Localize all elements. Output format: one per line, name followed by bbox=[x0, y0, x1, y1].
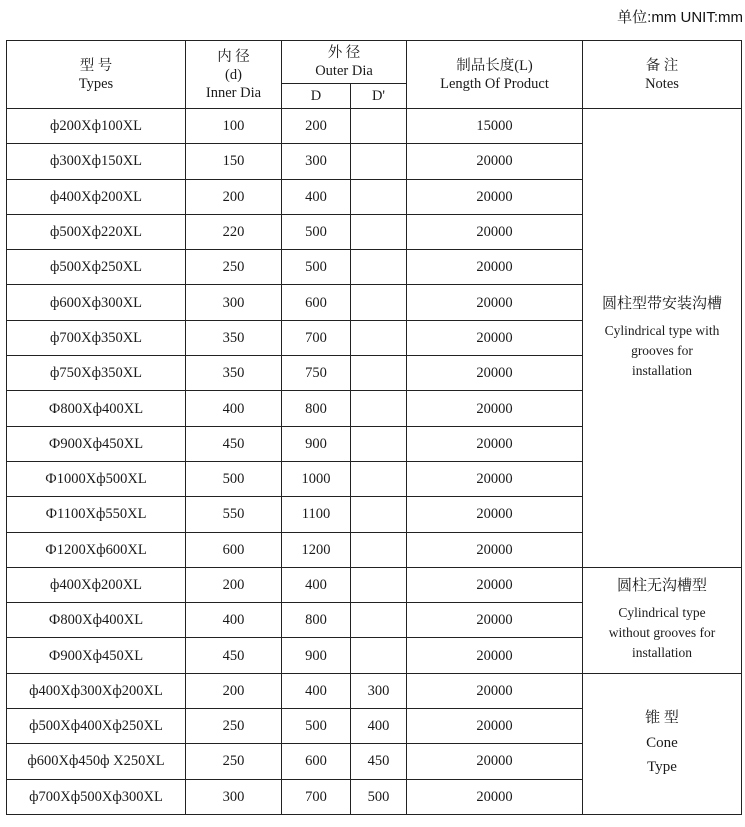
cell-l: 20000 bbox=[407, 744, 583, 779]
cell-d2 bbox=[351, 250, 407, 285]
header-outer-en: Outer Dia bbox=[315, 63, 373, 79]
cell-d: 600 bbox=[186, 532, 282, 567]
cell-type: Ф900Xф450XL bbox=[7, 426, 186, 461]
cell-d: 1000 bbox=[282, 461, 351, 496]
cell-l: 20000 bbox=[407, 638, 583, 673]
header-types bbox=[7, 41, 186, 109]
unit-label: 单位:mm UNIT:mm bbox=[617, 9, 743, 26]
cell-d: 200 bbox=[186, 179, 282, 214]
cell-d2 bbox=[351, 144, 407, 179]
cell-d2 bbox=[351, 391, 407, 426]
cell-d2 bbox=[351, 497, 407, 532]
notes-cn: 圆柱无沟槽型 bbox=[616, 578, 707, 595]
cell-type: ф300Xф150XL bbox=[7, 144, 186, 179]
cell-d: 250 bbox=[186, 709, 282, 744]
cell-d: 200 bbox=[186, 673, 282, 708]
header-length-cn: 制品长度(L) bbox=[456, 57, 533, 74]
cell-d: 800 bbox=[282, 391, 351, 426]
cell-d: 250 bbox=[186, 250, 282, 285]
cell-d: 1200 bbox=[282, 532, 351, 567]
cell-type: ф500Xф250XL bbox=[7, 250, 186, 285]
notes-en-line: Cylindrical type bbox=[618, 605, 706, 621]
cell-d: 900 bbox=[282, 638, 351, 673]
cell-d: 200 bbox=[282, 109, 351, 144]
notes-cell bbox=[583, 673, 742, 814]
cell-d: 500 bbox=[282, 250, 351, 285]
notes-en-line: Cylindrical type with bbox=[604, 322, 720, 338]
cell-d: 100 bbox=[186, 109, 282, 144]
cell-d2 bbox=[351, 285, 407, 320]
product-spec-table bbox=[6, 40, 742, 815]
cell-d: 500 bbox=[186, 461, 282, 496]
cell-d: 300 bbox=[282, 144, 351, 179]
header-notes bbox=[583, 41, 742, 109]
notes-cn: 锥 型 bbox=[645, 709, 679, 726]
cell-type: ф200Xф100XL bbox=[7, 109, 186, 144]
cell-d: 500 bbox=[282, 709, 351, 744]
table-row bbox=[7, 109, 742, 144]
cell-type: ф400Xф200XL bbox=[7, 567, 186, 602]
cell-type: ф600Xф450ф X250XL bbox=[7, 744, 186, 779]
cell-type: Ф900Xф450XL bbox=[7, 638, 186, 673]
cell-l: 20000 bbox=[407, 497, 583, 532]
cell-l: 20000 bbox=[407, 250, 583, 285]
cell-l: 20000 bbox=[407, 709, 583, 744]
cell-l: 20000 bbox=[407, 214, 583, 249]
cell-l: 20000 bbox=[407, 461, 583, 496]
cell-d: 250 bbox=[186, 744, 282, 779]
cell-d: 900 bbox=[282, 426, 351, 461]
header-inner-d: (d) bbox=[225, 66, 242, 83]
cell-type: Ф1000Xф500XL bbox=[7, 461, 186, 496]
cell-l: 20000 bbox=[407, 426, 583, 461]
cell-type: Ф1200Xф600XL bbox=[7, 532, 186, 567]
cell-d2 bbox=[351, 603, 407, 638]
cell-d2 bbox=[351, 532, 407, 567]
header-inner-cn: 内 径 bbox=[217, 48, 250, 65]
cell-d2: 300 bbox=[351, 673, 407, 708]
cell-l: 20000 bbox=[407, 779, 583, 814]
cell-d2 bbox=[351, 214, 407, 249]
cell-l: 20000 bbox=[407, 673, 583, 708]
header-notes-en: Notes bbox=[645, 75, 679, 92]
cell-d: 550 bbox=[186, 497, 282, 532]
cell-l: 20000 bbox=[407, 391, 583, 426]
cell-d: 300 bbox=[186, 285, 282, 320]
header-outer-D2: D' bbox=[351, 84, 407, 109]
cell-d: 150 bbox=[186, 144, 282, 179]
cell-type: Ф800Xф400XL bbox=[7, 391, 186, 426]
cell-d2: 450 bbox=[351, 744, 407, 779]
cell-d: 450 bbox=[186, 426, 282, 461]
header-outer-dia bbox=[282, 41, 407, 84]
cell-d: 450 bbox=[186, 638, 282, 673]
cell-d2 bbox=[351, 461, 407, 496]
cell-type: ф500Xф400Xф250XL bbox=[7, 709, 186, 744]
cell-d: 200 bbox=[186, 567, 282, 602]
cell-type: ф400Xф300Xф200XL bbox=[7, 673, 186, 708]
notes-en-line: installation bbox=[632, 645, 692, 661]
cell-d: 500 bbox=[282, 214, 351, 249]
notes-en-line: grooves for bbox=[631, 342, 693, 358]
cell-d: 750 bbox=[282, 356, 351, 391]
cell-d: 700 bbox=[282, 320, 351, 355]
cell-d2 bbox=[351, 179, 407, 214]
notes-cn: 圆柱型带安装沟槽 bbox=[601, 295, 722, 312]
cell-d: 800 bbox=[282, 603, 351, 638]
cell-type: ф700Xф500Xф300XL bbox=[7, 779, 186, 814]
table-row bbox=[7, 567, 742, 602]
header-outer-D: D bbox=[282, 84, 351, 109]
header-length-en: Length Of Product bbox=[440, 75, 549, 92]
cell-d2 bbox=[351, 109, 407, 144]
cell-type: Ф800Xф400XL bbox=[7, 603, 186, 638]
cell-d: 400 bbox=[186, 391, 282, 426]
cell-l: 20000 bbox=[407, 144, 583, 179]
cell-d2 bbox=[351, 426, 407, 461]
cell-d: 220 bbox=[186, 214, 282, 249]
cell-l: 20000 bbox=[407, 532, 583, 567]
notes-en-line: without grooves for bbox=[608, 625, 716, 641]
header-length bbox=[407, 41, 583, 109]
header-outer-cn: 外 径 bbox=[327, 45, 361, 61]
cell-d: 1100 bbox=[282, 497, 351, 532]
header-notes-cn: 备 注 bbox=[645, 57, 679, 74]
cell-d2: 500 bbox=[351, 779, 407, 814]
cell-type: ф700Xф350XL bbox=[7, 320, 186, 355]
cell-d: 350 bbox=[186, 320, 282, 355]
cell-d2 bbox=[351, 567, 407, 602]
cell-d2 bbox=[351, 356, 407, 391]
notes-en-line: installation bbox=[632, 362, 692, 378]
cell-d2: 400 bbox=[351, 709, 407, 744]
cell-d: 300 bbox=[186, 779, 282, 814]
cell-d: 400 bbox=[282, 179, 351, 214]
cell-d2 bbox=[351, 638, 407, 673]
cell-type: ф750Xф350XL bbox=[7, 356, 186, 391]
cell-type: ф400Xф200XL bbox=[7, 179, 186, 214]
cell-d2 bbox=[351, 320, 407, 355]
cell-l: 20000 bbox=[407, 603, 583, 638]
table-row bbox=[7, 673, 742, 708]
header-inner-en: Inner Dia bbox=[205, 84, 262, 101]
cell-l: 20000 bbox=[407, 567, 583, 602]
header-types-en: Types bbox=[78, 75, 114, 92]
cell-l: 15000 bbox=[407, 109, 583, 144]
cell-d: 400 bbox=[186, 603, 282, 638]
cell-type: Ф1100Xф550XL bbox=[7, 497, 186, 532]
cell-d: 600 bbox=[282, 744, 351, 779]
header-types-cn: 型 号 bbox=[79, 57, 113, 74]
cell-d: 700 bbox=[282, 779, 351, 814]
notes-en-line: Type bbox=[647, 758, 677, 775]
notes-en-line: Cone bbox=[646, 734, 678, 751]
table-body bbox=[7, 109, 742, 815]
cell-l: 20000 bbox=[407, 320, 583, 355]
cell-d: 350 bbox=[186, 356, 282, 391]
header-inner-dia bbox=[186, 41, 282, 109]
cell-l: 20000 bbox=[407, 285, 583, 320]
cell-d: 400 bbox=[282, 567, 351, 602]
notes-cell bbox=[583, 109, 742, 568]
cell-l: 20000 bbox=[407, 179, 583, 214]
cell-d: 600 bbox=[282, 285, 351, 320]
cell-type: ф500Xф220XL bbox=[7, 214, 186, 249]
notes-cell bbox=[583, 567, 742, 673]
cell-l: 20000 bbox=[407, 356, 583, 391]
cell-type: ф600Xф300XL bbox=[7, 285, 186, 320]
cell-d: 400 bbox=[282, 673, 351, 708]
